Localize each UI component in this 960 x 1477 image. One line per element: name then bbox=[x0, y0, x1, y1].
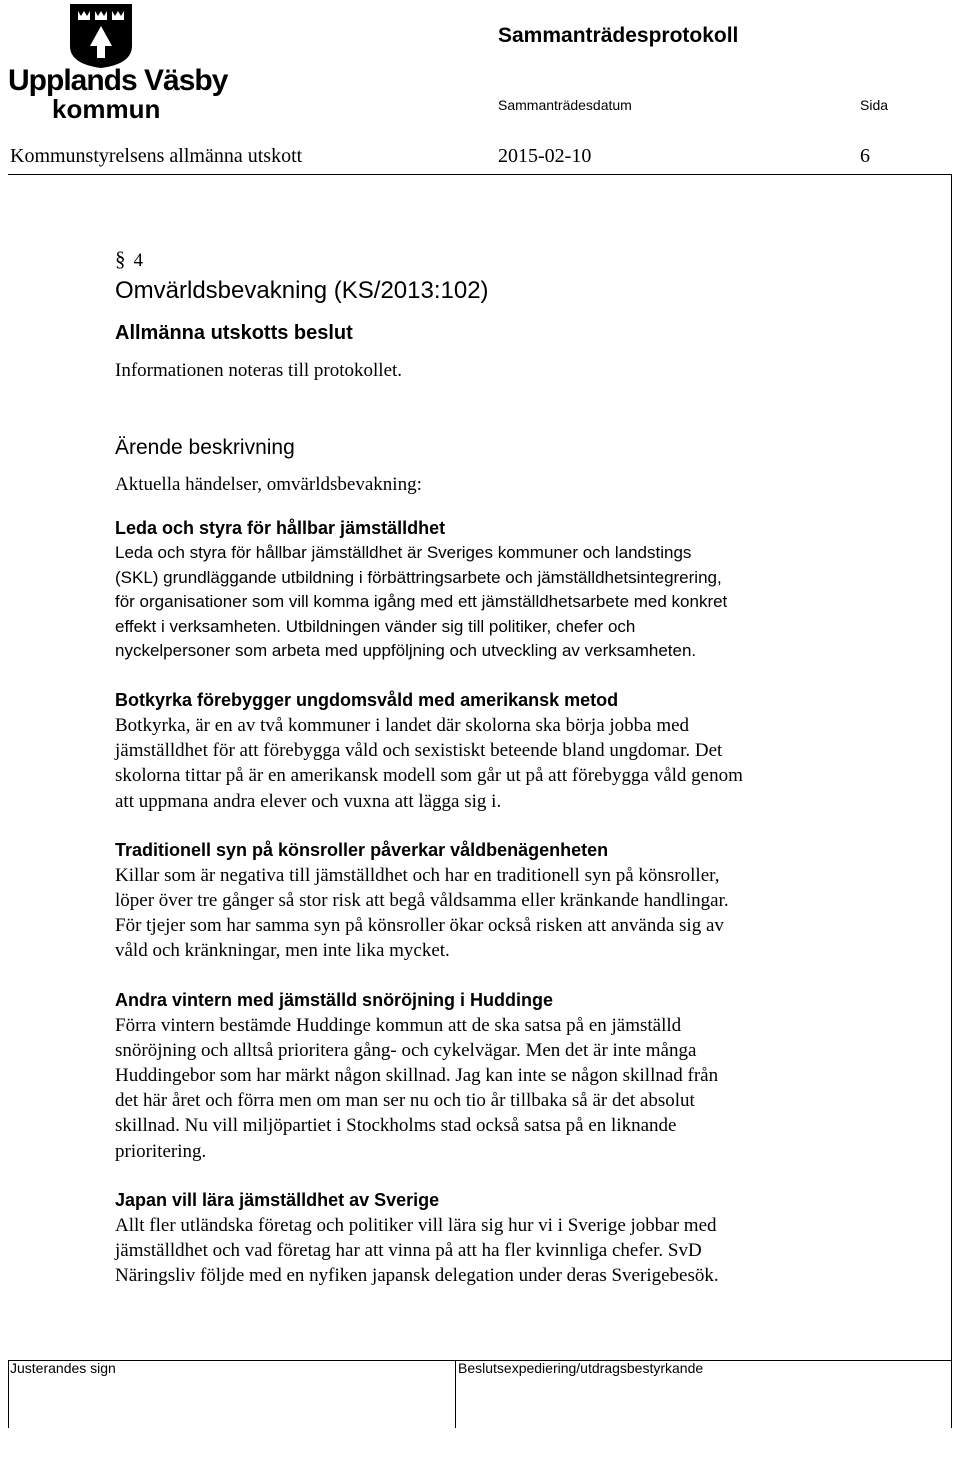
text-line: Botkyrka, är en av två kommuner i landet där skolorna ska börja jobba med bbox=[115, 714, 690, 736]
item-title: Omvärldsbevakning (KS/2013:102) bbox=[115, 277, 489, 304]
meeting-date: 2015-02-10 bbox=[498, 145, 592, 167]
text-line: För tjejer som har samma syn på könsroller ökar också risken att använda sig av bbox=[115, 915, 724, 937]
protocol-title: Sammanträdesprotokoll bbox=[498, 24, 739, 47]
item-number-value: 4 bbox=[133, 250, 143, 271]
text-line: jämställdhet och vad företag har att vinna på att ha fler kvinnliga chefer. SvD bbox=[115, 1239, 702, 1261]
footer-divider bbox=[455, 1360, 456, 1428]
text-line: skolorna tittar på är en amerikansk modell som går ut på att förebygga våld genom bbox=[115, 765, 743, 787]
text-line: Näringsliv följde med en nyfiken japansk delegation under deras Sverigebesök. bbox=[115, 1265, 719, 1287]
text-line: prioritering. bbox=[115, 1140, 207, 1162]
meeting-date-label: Sammanträdesdatum bbox=[498, 97, 632, 113]
text-line: Allt fler utländska företag och politiker vill lära sig hur vi i Sverige jobbar med bbox=[115, 1214, 717, 1236]
item-number bbox=[115, 245, 855, 275]
section-symbol: § bbox=[115, 247, 126, 271]
news-body bbox=[115, 1213, 855, 1289]
text-line: det här året och förra men om man ser nu och tio år tillbaka så är det absolut bbox=[115, 1090, 695, 1112]
decision-heading: Allmänna utskotts beslut bbox=[115, 322, 353, 344]
text-line: att uppmana andra elever och vuxna att lägga sig i. bbox=[115, 790, 502, 812]
page-number: 6 bbox=[860, 145, 870, 167]
decision-text: Informationen noteras till protokollet. bbox=[115, 360, 403, 381]
text-line: nyckelpersoner som arbeta med uppföljning och utveckling av verksamheten. bbox=[115, 641, 697, 661]
text-line: Förra vintern bestämde Huddinge kommun att de ska satsa på en jämställd bbox=[115, 1014, 682, 1036]
logo-subtitle: kommun bbox=[52, 94, 161, 124]
news-item bbox=[115, 516, 855, 664]
news-body bbox=[115, 1013, 855, 1164]
news-heading: Traditionell syn på könsroller påverkar våldbenägenheten bbox=[115, 839, 609, 860]
case-description-intro: Aktuella händelser, omvärldsbevakning: bbox=[115, 474, 422, 496]
text-line: löper över tre gånger så stor risk att begå våldsamma eller kränkande handlingar. bbox=[115, 889, 729, 911]
right-border bbox=[951, 174, 952, 1360]
text-line: (SKL) grundläggande utbildning i förbättringsarbete och jämställdhetsintegrering, bbox=[115, 567, 722, 587]
municipality-logo bbox=[8, 2, 228, 124]
dispatch-label: Beslutsexpediering/utdragsbestyrkande bbox=[458, 1360, 704, 1376]
committee-name: Kommunstyrelsens allmänna utskott bbox=[10, 145, 303, 167]
header-rule bbox=[8, 174, 952, 175]
text-line: snöröjning och alltså prioritera gång- och cykelvägar. Men det är inte många bbox=[115, 1039, 697, 1061]
news-body bbox=[115, 863, 855, 964]
case-description-heading: Ärende beskrivning bbox=[115, 436, 295, 460]
news-body bbox=[115, 713, 855, 814]
news-item bbox=[115, 988, 855, 1164]
news-heading: Leda och styra för hållbar jämställdhet bbox=[115, 518, 446, 539]
text-line: skillnad. Nu vill miljöpartiet i Stockholms stad också satsa på en liknande bbox=[115, 1115, 677, 1137]
news-item bbox=[115, 838, 855, 964]
text-line: våld och kränkningar, men inte lika mycket. bbox=[115, 940, 450, 962]
text-line: effekt i verksamheten. Utbildningen vänder sig till politiker, chefer och bbox=[115, 616, 636, 636]
text-line: jämställdhet för att förebygga våld och sexistiskt beteende bland ungdomar. Det bbox=[115, 740, 723, 762]
news-item bbox=[115, 688, 855, 814]
footer-right-border bbox=[951, 1360, 952, 1428]
footer-left-border bbox=[8, 1360, 9, 1428]
news-heading: Japan vill lära jämställdhet av Sverige bbox=[115, 1189, 440, 1210]
text-line: Huddingebor som har märkt någon skillnad. Jag kan inte se någon skillnad från bbox=[115, 1064, 719, 1086]
news-heading: Botkyrka förebygger ungdomsvåld med amerikansk metod bbox=[115, 689, 619, 710]
text-line: för organisationer som vill komma igång med ett jämställdhetsarbete med konkret bbox=[115, 592, 728, 612]
news-heading: Andra vintern med jämställd snöröjning i Huddinge bbox=[115, 989, 554, 1010]
text-line: Leda och styra för hållbar jämställdhet är Sveriges kommuner och landstings bbox=[115, 543, 692, 563]
page-label: Sida bbox=[860, 97, 889, 113]
protocol-content bbox=[115, 245, 855, 1288]
signature-label: Justerandes sign bbox=[10, 1360, 116, 1376]
news-body bbox=[115, 541, 855, 664]
logo-name: Upplands Väsby bbox=[8, 64, 228, 97]
news-item bbox=[115, 1188, 855, 1289]
text-line: Killar som är negativa till jämställdhet och har en traditionell syn på könsroller, bbox=[115, 864, 720, 886]
